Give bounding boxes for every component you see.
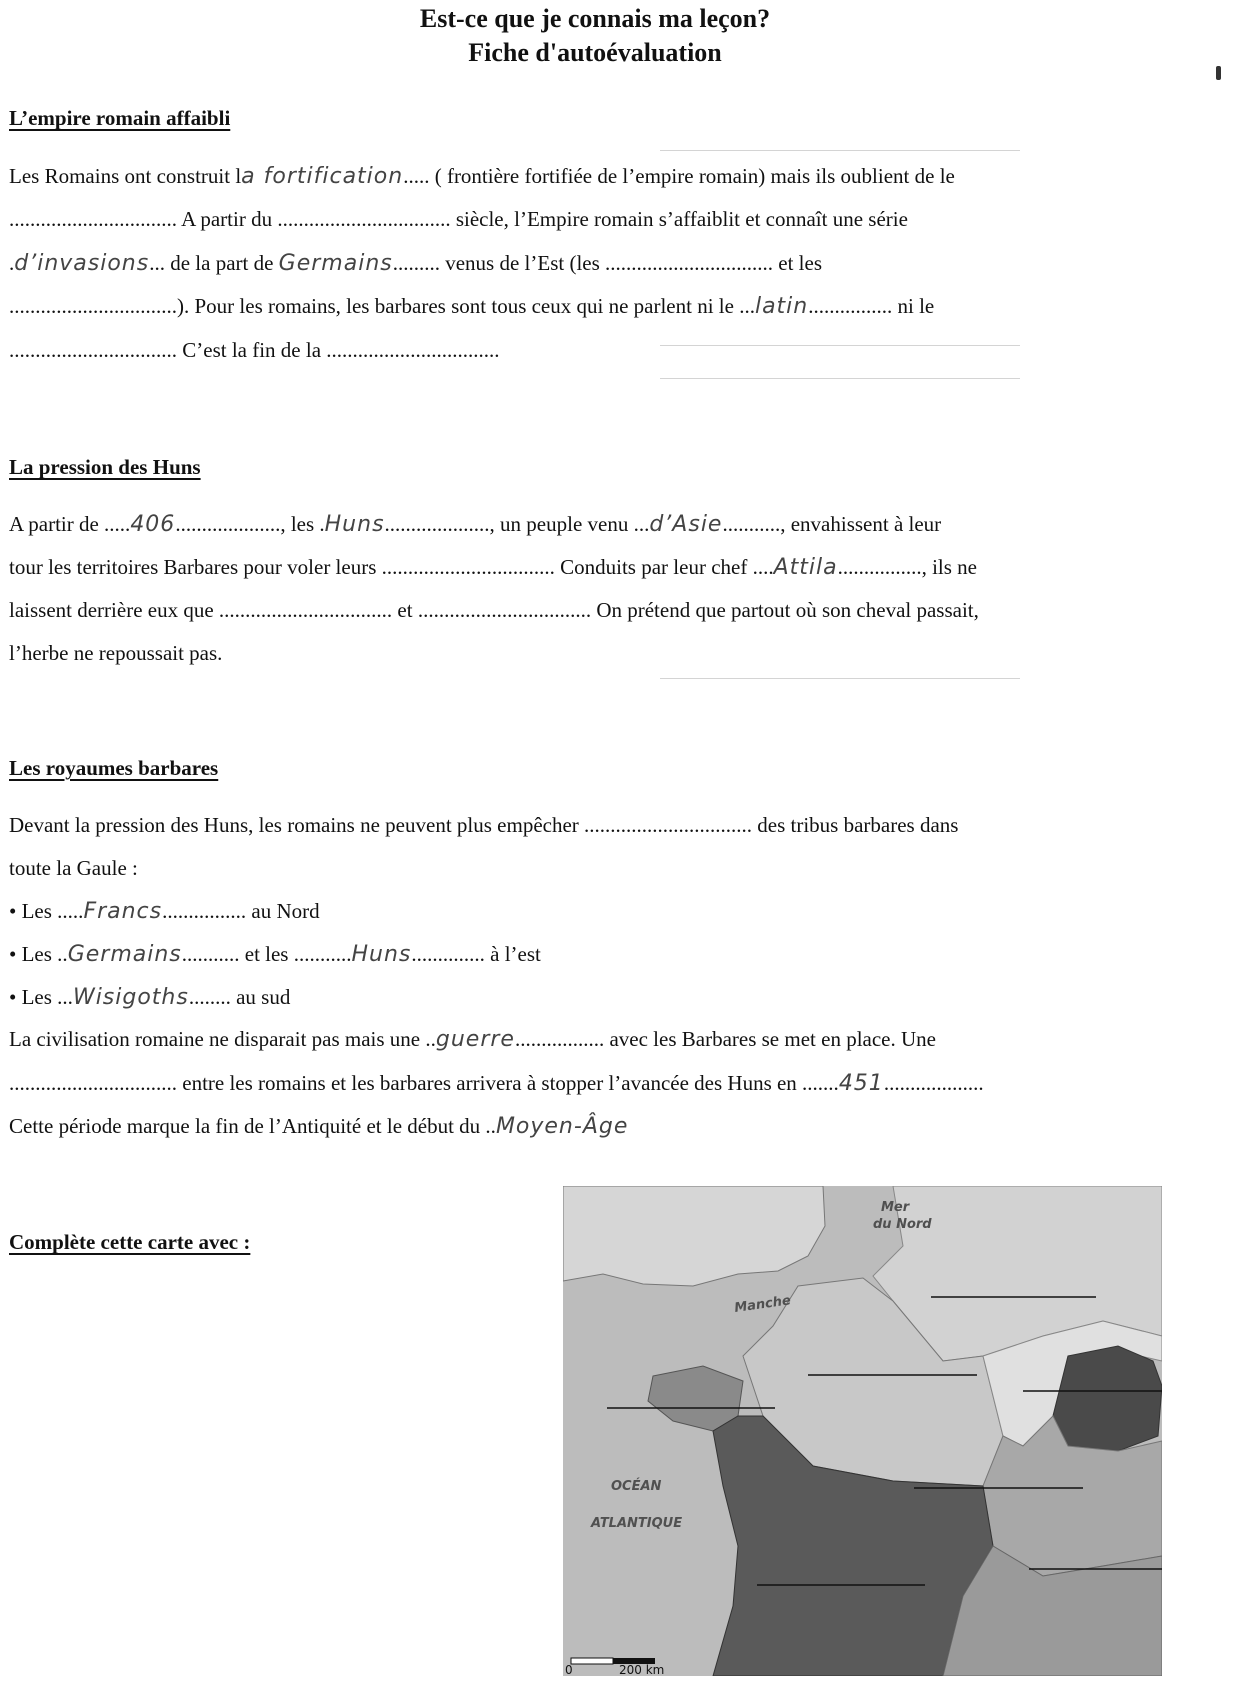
text: ........ au sud bbox=[188, 985, 291, 1009]
text-line: ................................ A partir du ................................. siècle, l’Empire romain s’affaiblit et connaît une série bbox=[9, 207, 908, 231]
text: ................................ entre les romains et les barbares arrivera à stopper l’avancée des Huns en ....... bbox=[9, 1071, 839, 1095]
map-label: Manche bbox=[733, 1293, 792, 1316]
section-heading-empire: L’empire romain affaibli bbox=[9, 106, 231, 130]
text: ...................., les . bbox=[175, 512, 325, 536]
scan-line bbox=[660, 378, 1020, 379]
map-svg bbox=[563, 1186, 1162, 1676]
handwritten-answer[interactable]: Huns bbox=[351, 942, 412, 967]
text: Les Romains ont construit l bbox=[9, 164, 242, 188]
text-line bbox=[9, 555, 977, 580]
text: ................................). Pour les romains, les barbares sont tous ceux qui ne parlent ni le ... bbox=[9, 294, 755, 318]
page-title-line1: Est-ce que je connais ma leçon? bbox=[419, 4, 771, 33]
text: ...................., un peuple venu ... bbox=[384, 512, 650, 536]
handwritten-answer[interactable]: Francs bbox=[83, 899, 163, 924]
scan-line bbox=[660, 678, 1020, 679]
text-line: ................................ C’est la fin de la ................................. bbox=[9, 338, 500, 362]
text-line bbox=[9, 1027, 936, 1052]
handwritten-answer[interactable]: 406 bbox=[130, 512, 176, 537]
handwritten-answer[interactable]: Attila bbox=[773, 555, 838, 580]
text-line bbox=[9, 512, 941, 537]
handwritten-answer[interactable]: Germains bbox=[278, 251, 393, 276]
text: . bbox=[9, 251, 15, 275]
text: La civilisation romaine ne disparait pas mais une .. bbox=[9, 1027, 436, 1051]
text-line: Devant la pression des Huns, les romains ne peuvent plus empêcher ................................ des tribus barbares dans bbox=[9, 813, 959, 837]
scan-line bbox=[660, 150, 1020, 151]
text: ..... ( frontière fortifiée de l’empire romain) mais ils oublient de le bbox=[403, 164, 955, 188]
section-heading-huns: La pression des Huns bbox=[9, 455, 201, 479]
scale-label: 0 bbox=[565, 1663, 573, 1676]
map-label: du Nord bbox=[873, 1217, 932, 1232]
scan-mark bbox=[1216, 66, 1221, 80]
text-line: l’herbe ne repoussait pas. bbox=[9, 641, 223, 665]
map-label: Mer bbox=[881, 1200, 910, 1215]
handwritten-answer[interactable]: latin bbox=[754, 294, 809, 319]
bullet-line bbox=[9, 942, 541, 967]
text: ..........., envahissent à leur bbox=[722, 512, 942, 536]
text: ................, ils ne bbox=[837, 555, 978, 579]
text: • Les ..... bbox=[9, 899, 84, 923]
scan-line bbox=[660, 345, 1020, 346]
map-label: OCÉAN bbox=[611, 1479, 662, 1494]
page-title-line2: Fiche d'autoévaluation bbox=[468, 38, 722, 67]
map-label: ATLANTIQUE bbox=[591, 1516, 683, 1531]
text-line bbox=[9, 294, 934, 319]
section-heading-royaumes: Les royaumes barbares bbox=[9, 756, 219, 780]
handwritten-answer[interactable]: a fortification bbox=[241, 164, 404, 189]
text: ................. avec les Barbares se met en place. Une bbox=[514, 1027, 936, 1051]
text: tour les territoires Barbares pour voler leurs ................................. Conduits par leur chef .... bbox=[9, 555, 774, 579]
handwritten-answer[interactable]: d’invasions bbox=[14, 251, 150, 276]
text: ......... venus de l’Est (les ................................ et les bbox=[392, 251, 823, 275]
text: Cette période marque la fin de l’Antiquité et le début du .. bbox=[9, 1114, 496, 1138]
text: ........... et les ........... bbox=[181, 942, 352, 966]
text-line bbox=[9, 251, 822, 276]
text: ................ au Nord bbox=[162, 899, 320, 923]
text: ................ ni le bbox=[808, 294, 935, 318]
handwritten-answer[interactable]: d’Asie bbox=[649, 512, 723, 537]
text: • Les ... bbox=[9, 985, 73, 1009]
text-line bbox=[9, 1114, 628, 1139]
text: .............. à l’est bbox=[411, 942, 541, 966]
text: A partir de ..... bbox=[9, 512, 131, 536]
text: ................... bbox=[883, 1071, 984, 1095]
handwritten-answer[interactable]: guerre bbox=[435, 1027, 515, 1052]
bullet-line bbox=[9, 899, 320, 924]
handwritten-answer[interactable]: Wisigoths bbox=[72, 985, 189, 1010]
text-line bbox=[9, 164, 955, 189]
map-gaule bbox=[563, 1186, 1162, 1676]
section-heading-carte: Complète cette carte avec : bbox=[9, 1230, 251, 1254]
region-east-dark bbox=[1053, 1346, 1162, 1451]
handwritten-answer[interactable]: 451 bbox=[838, 1071, 884, 1096]
scale-bar bbox=[571, 1658, 613, 1664]
text-line bbox=[9, 1071, 984, 1096]
bullet-line bbox=[9, 985, 290, 1010]
text: • Les .. bbox=[9, 942, 68, 966]
handwritten-answer[interactable]: Huns bbox=[324, 512, 385, 537]
text: ... de la part de bbox=[149, 251, 279, 275]
text-line: laissent derrière eux que ................................. et ................................. On prétend que partout où son cheval passait, bbox=[9, 598, 979, 622]
handwritten-answer[interactable]: Moyen-Âge bbox=[495, 1114, 629, 1139]
handwritten-answer[interactable]: Germains bbox=[67, 942, 182, 967]
text-line: toute la Gaule : bbox=[9, 856, 138, 880]
scale-label: 200 km bbox=[619, 1663, 665, 1676]
